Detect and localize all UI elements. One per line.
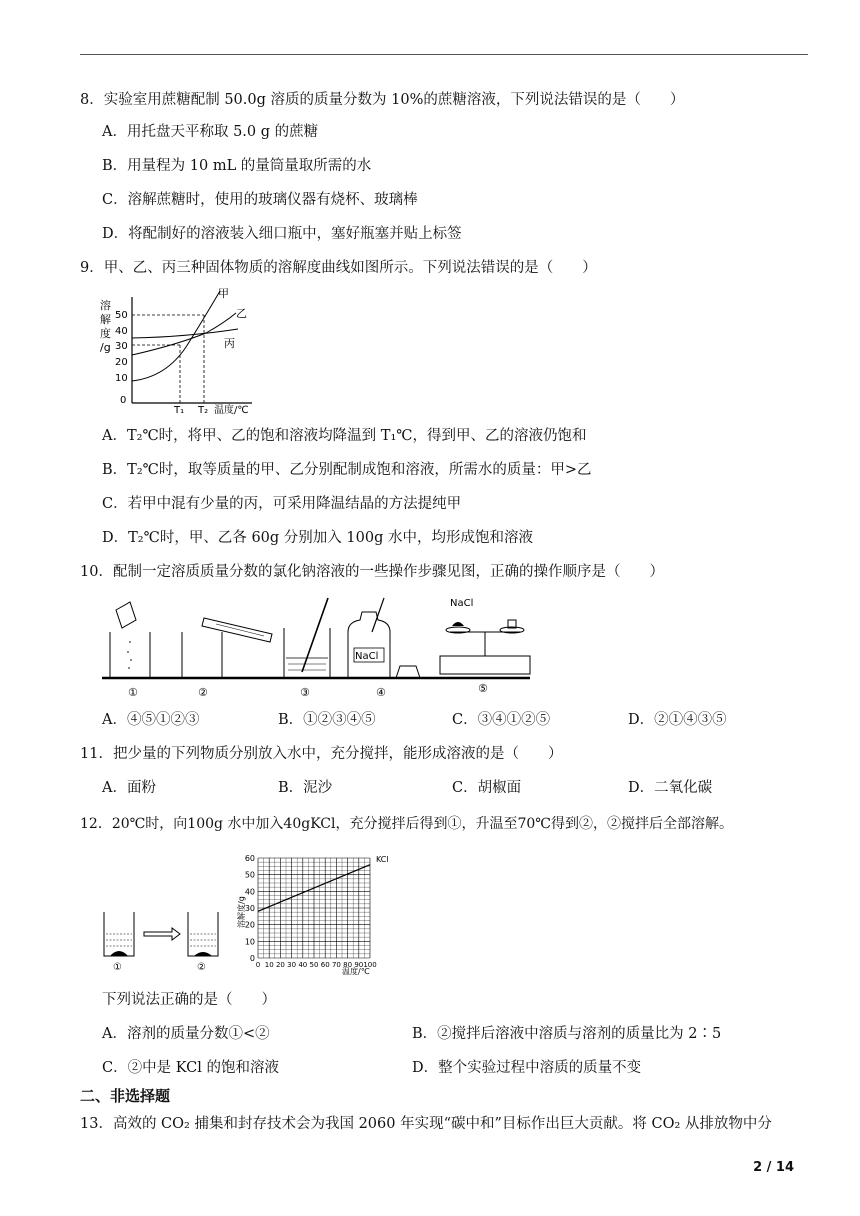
q10-option-c: C．③④①②⑤ [452,712,551,728]
step5-balance-base [440,656,530,674]
kcl-ytick-label: 30 [244,904,255,913]
q9-option-b: B．T₂℃时，取等质量的甲、乙分别配制成饱和溶液，所需水的质量：甲>乙 [102,462,592,478]
kcl-xtick-label: 20 [275,961,285,969]
kcl-xtick-label: 0 [255,961,261,969]
q9-ylabel-2: 解 [100,313,111,326]
q9-option-c: C．若甲中混有少量的丙，可采用降温结晶的方法提纯甲 [102,496,462,512]
step-label-3: ③ [300,686,310,699]
q12-option-c: C．②中是 KCl 的饱和溶液 [102,1060,279,1076]
q11-option-b: B．泥沙 [278,780,333,796]
kcl-series-label: KCl [376,855,389,864]
q12-beakers-figure [100,906,230,976]
step1-beaker [110,632,150,678]
kcl-xtick-label: 30 [287,961,297,969]
kcl-xtick-label: 100 [363,961,377,969]
q9-ytick-30: 30 [115,341,128,352]
kcl-xtick-label: 50 [309,961,319,969]
kcl-ytick-label: 50 [244,870,255,880]
arrow [144,928,180,940]
step1-paper [116,602,136,628]
q11-option-a: A．面粉 [102,780,156,796]
q9-xtick-t1: T₁ [174,405,185,415]
q10-option-a: A．④⑤①②③ [102,712,200,728]
q9-solubility-chart [96,285,266,415]
kcl-xtick-label: 70 [331,961,341,969]
q11-option-c: C．胡椒面 [452,780,522,796]
kcl-ytick-label: 10 [244,937,255,947]
step-label-2: ② [198,686,208,699]
kcl-ytick-label: 60 [244,854,255,863]
q12-subquestion: 下列说法正确的是（ ） [102,992,276,1008]
kcl-xlabel: 温度/℃ [342,967,370,976]
q9-ytick-10: 10 [115,373,128,384]
q9-ylabel-3: 度 [100,327,111,340]
q9-label-yi: 乙 [236,307,247,320]
page-number: 2 / 14 [753,1160,794,1175]
q9-xtick-t2: T₂ [198,405,209,415]
beaker-label-1: ① [113,962,122,973]
beaker-2 [188,912,218,956]
header-rule [80,54,808,55]
q12-stem: 12．20℃时，向100g 水中加入40gKCl，充分搅拌后得到①，升温至70℃得到②，②搅拌后全部溶解。 [80,816,733,832]
q9-label-jia: 甲 [218,287,229,300]
q8-option-d: D．将配制好的溶液装入细口瓶中，塞好瓶塞并贴上标签 [102,226,462,242]
q9-ytick-20: 20 [115,357,128,368]
q9-option-d: D．T₂℃时，甲、乙各 60g 分别加入 100g 水中，均形成饱和溶液 [102,530,533,546]
q8-option-b: B．用量程为 10 mL 的量筒量取所需的水 [102,158,372,174]
q12-kcl-solubility-chart [232,848,402,976]
kcl-ytick-label: 0 [249,954,255,963]
step4-bottle-label: NaCl [355,651,379,662]
q8-option-a: A．用托盘天平称取 5.0 g 的蔗糖 [102,124,319,140]
step5-balance-label: NaCl [450,598,474,609]
step-label-1: ① [128,686,138,699]
kcl-xtick-label: 40 [298,961,308,969]
kcl-xtick-label: 90 [354,961,364,969]
q12-option-d: D．整个实验过程中溶质的质量不变 [412,1060,642,1076]
q12-option-b: B．②搅拌后溶液中溶质与溶剂的质量比为 2∶5 [412,1026,722,1042]
q9-ylabel-4: /g [100,341,111,354]
q9-label-bing: 丙 [224,337,235,350]
q9-origin: 0 [120,395,127,406]
step-label-5: ⑤ [478,682,488,695]
q9-xlabel: 温度/℃ [214,405,249,415]
q11-stem: 11．把少量的下列物质分别放入水中，充分搅拌，能形成溶液的是（ ） [80,746,563,762]
q10-stem: 10．配制一定溶质质量分数的氯化钠溶液的一些操作步骤见图，正确的操作顺序是（ ） [80,564,664,580]
q9-ytick-50: 50 [115,310,128,321]
q9-curve-bing [132,329,238,338]
kcl-ytick-label: 40 [244,887,255,897]
q13-stem: 13．高效的 CO₂ 捕集和封存技术会为我国 2060 年实现“碳中和”目标作出巨大贡献。将 CO₂ 从排放物中分 [80,1116,772,1132]
beaker-label-2: ② [197,962,206,973]
beaker-1 [104,912,134,956]
q9-curve-yi [132,313,236,355]
q12-option-a: A．溶剂的质量分数①<② [102,1026,270,1042]
kcl-ytick-label: 20 [244,920,255,930]
kcl-xtick-label: 80 [343,961,353,969]
q10-option-b: B．①②③④⑤ [278,712,376,728]
step3-beaker [284,628,330,678]
q9-ytick-40: 40 [115,326,128,337]
q8-stem: 8．实验室用蔗糖配制 50.0g 溶质的质量分数为 10%的蔗糖溶液，下列说法错误的是（ ） [80,92,685,108]
step3-rod [302,598,328,672]
step-label-4: ④ [376,686,386,699]
kcl-xtick-label: 10 [264,961,274,969]
step2-beaker [182,632,222,678]
step2-cylinder [202,618,272,642]
kcl-xtick-label: 60 [320,961,330,969]
q10-procedure-figure [100,592,540,700]
section-heading: 二、非选择题 [80,1087,171,1105]
q9-stem: 9．甲、乙、丙三种固体物质的溶解度曲线如图所示。下列说法错误的是（ ） [80,260,597,276]
q10-option-d: D．②①④③⑤ [628,712,727,728]
q8-option-c: C．溶解蔗糖时，使用的玻璃仪器有烧杯、玻璃棒 [102,192,418,208]
q11-option-d: D．二氧化碳 [628,780,713,796]
kcl-ylabel: 溶解度/g [237,896,246,928]
step4-bottle [348,612,390,678]
q9-ylabel-1: 溶 [100,299,111,312]
q9-option-a: A．T₂℃时，将甲、乙的饱和溶液均降温到 T₁℃，得到甲、乙的溶液仍饱和 [102,428,587,444]
